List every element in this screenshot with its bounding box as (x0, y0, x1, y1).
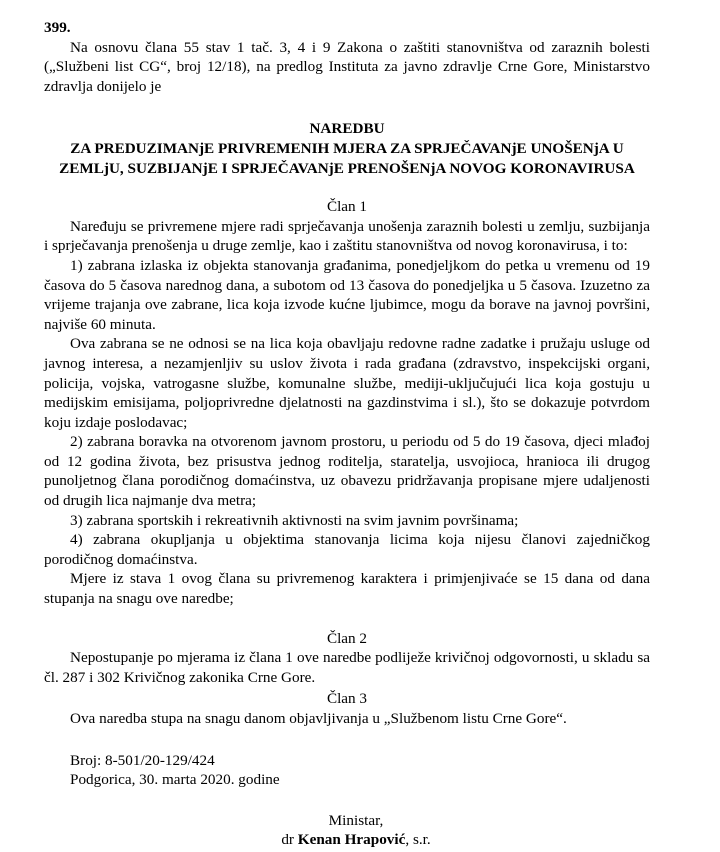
article-2-text: Nepostupanje po mjerama iz člana 1 ove naredbe podliježe krivičnoj odgovornosti, u skladu sa čl. 287 i 302 Krivičnog zakonika Crne Gore. (44, 649, 650, 686)
reference-block (44, 751, 650, 790)
regulation-page (44, 18, 650, 850)
article-3-text: Ova naredba stupa na snagu danom objavljivanja u „Službenom listu Crne Gore“. (70, 710, 567, 727)
preamble: Na osnovu člana 55 stav 1 tač. 3, 4 i 9 Zakona o zaštiti stanovništva od zaraznih bolesti („Službeni list CG“, broj 12/18), na predlog Instituta za javno zdravlje Crne Gore, Ministarstvo zdravlja donijelo je (44, 38, 650, 95)
article-1-paragraph: 2) zabrana boravka na otvorenom javnom prostoru, u periodu od 5 do 19 časova, djeci mlađoj od 12 godina života, bez prisustva jednog roditelja, staratelja, usvojioca, hranioca ili drugog punoljetnog člana porodičnog domaćinstva, uz obavezu pridržavanja propisane mjere udaljenosti od drugih lica najmanje dva metra; (44, 433, 650, 510)
article-1-paragraph: 4) zabrana okupljanja u objektima stanovanja licima koja nijesu članovi zajedničkog porodičnog domaćinstva. (44, 531, 650, 568)
document-title (44, 119, 650, 178)
article-1-paragraph: Mjere iz stava 1 ovog člana su privremenog karaktera i primjenjivaće se 15 dana od dana stupanja na snagu ove naredbe; (44, 570, 650, 608)
article-1-body (44, 217, 650, 609)
place-date: Podgorica, 30. marta 2020. godine (70, 771, 280, 789)
signatory-name: Kenan Hrapović (297, 831, 406, 849)
reference-number: Broj: 8-501/20-129/424 (70, 751, 215, 769)
article-2-heading: Član 2 (326, 629, 368, 647)
article-1-heading: Član 1 (326, 198, 368, 216)
signatory-title: Ministar, (328, 811, 384, 829)
article-1-paragraph: 1) zabrana izlaska iz objekta stanovanja građanima, ponedjeljkom do petka u vremenu od 19 časova do 5 časova narednog dana, a subotom od 13 časova do ponedjeljka u 5 časova. Izuzetno za vrijeme trajanja ove zabrane, lica koja izvode kućne ljubimce, mogu da borave na javnoj površini, najviše 60 minuta. (44, 256, 650, 333)
title-line-1: NAREDBU (309, 120, 385, 138)
article-3-heading: Član 3 (326, 690, 368, 708)
document-number: 399. (44, 19, 71, 36)
signatory-prefix: dr (281, 831, 298, 849)
article-1-paragraph: 3) zabrana sportskih i rekreativnih aktivnosti na svim javnim površinama; (70, 511, 519, 529)
signatory-name-line (62, 830, 650, 850)
article-1-paragraph: Naređuju se privremene mjere radi sprječavanja unošenja zaraznih bolesti u zemlju, suzbijanja i sprječavanja prenošenja u druge zemlje, kao i zaštitu stanovništva od novog koronavirusa, i to: (44, 217, 650, 255)
signatory-suffix: , s.r. (405, 831, 431, 849)
title-line-2: ZA PREDUZIMANjE PRIVREMENIH MJERA ZA SPRJEČAVANjE UNOŠENjA U ZEMLjU, SUZBIJANjE I SPRJEČAVANjE PRENOŠENjA NOVOG KORONAVIRUSA (59, 139, 635, 177)
signature-block (62, 811, 650, 850)
article-1-paragraph: Ova zabrana se ne odnosi se na lica koja obavljaju redovne radne zadatke i pružaju usluge od javnog interesa, a nezamjenljiv su uslov života i rada građana (zdravstvo, inspekcijski organi, policija, vojska, vatrogasne službe, komunalne službe, mediji-uključujući lica koja gostuju u medijskim emisijama, poljoprivredne djelatnosti na gazdinstvima i sl.), što se dokazuje potvrdom koju izdaje poslodavac; (44, 335, 650, 431)
